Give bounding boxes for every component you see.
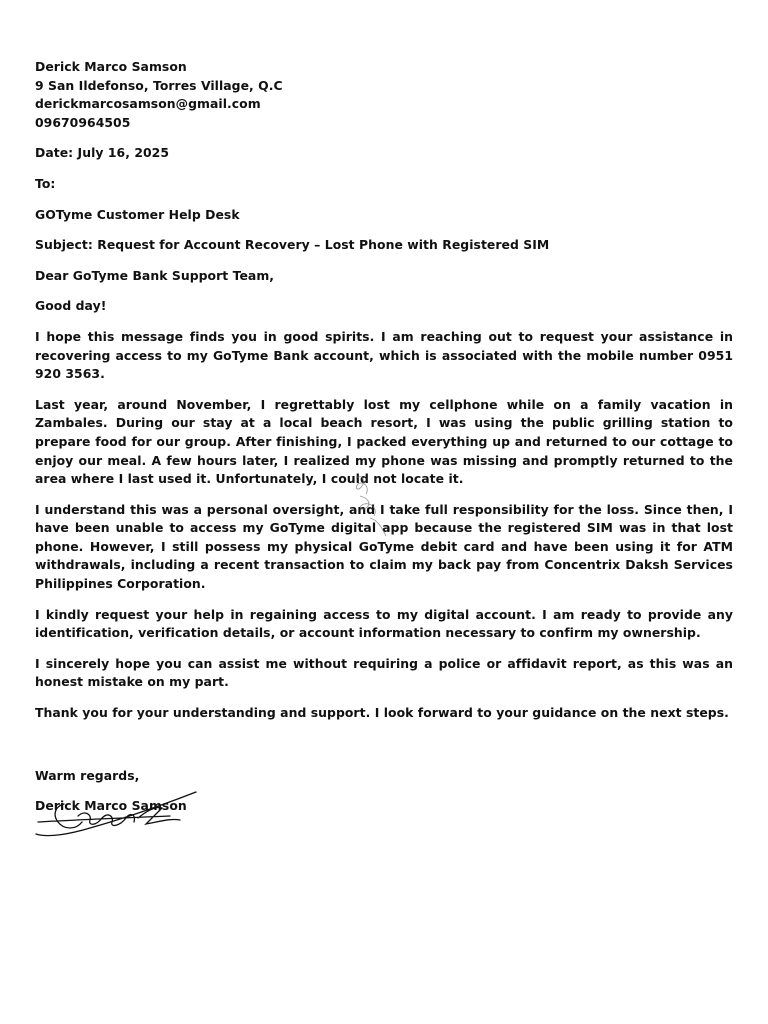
sender-address: 9 San Ildefonso, Torres Village, Q.C (35, 77, 283, 93)
body-paragraph: Last year, around November, I regrettably lost my cellphone while on a family vacation in Zambales. During our stay at a local beach resort, I was using the public grilling station to prepare food for our group. After finishing, I packed everything up and returned to our cottage to enjoy our meal. A few hours later, I realized my phone was missing and promptly returned to the area where I last used it. Unfortunately, I could not locate it. (35, 396, 733, 487)
recipient: GOTyme Customer Help Desk (35, 206, 240, 222)
to-label: To: (35, 175, 56, 191)
body-paragraph: I hope this message finds you in good spirits. I am reaching out to request your assistance in recovering access to my GoTyme Bank account, which is associated with the mobile number 0951 920 3563. (35, 328, 733, 382)
body-paragraph: Thank you for your understanding and support. I look forward to your guidance on the next steps. (35, 705, 729, 721)
sender-email: derickmarcosamson@gmail.com (35, 96, 261, 112)
letter-date: Date: July 16, 2025 (35, 145, 170, 161)
signature-scribble (30, 788, 210, 848)
greeting: Good day! (35, 298, 107, 314)
sender-phone: 09670964505 (35, 114, 131, 130)
closing-phrase: Warm regards, (35, 767, 140, 783)
letter-body (35, 58, 733, 816)
sender-name: Derick Marco Samson (35, 59, 187, 74)
body-paragraph: I kindly request your help in regaining access to my digital account. I am ready to provide any identification, verification details, or account information necessary to confirm my ownership. (35, 606, 733, 641)
salutation: Dear GoTyme Bank Support Team, (35, 267, 275, 283)
body-paragraph: I sincerely hope you can assist me without requiring a police or affidavit report, as this was an honest mistake on my part. (35, 655, 733, 690)
handwritten-mark (348, 468, 408, 548)
sender-block (35, 58, 733, 132)
body-paragraph: I understand this was a personal oversight, and I take full responsibility for the loss. Since then, I have been unable to access my GoTyme digital app because the registered SIM was in that lost phone. However, I still possess my physical GoTyme debit card and have been using it for ATM withdrawals, including a recent transaction to claim my back pay from Concentrix Daksh Services Philippines Corporation. (35, 501, 733, 592)
signature-name: Derick Marco Samson (35, 798, 187, 814)
subject-line: Subject: Request for Account Recovery – Lost Phone with Registered SIM (35, 237, 550, 253)
